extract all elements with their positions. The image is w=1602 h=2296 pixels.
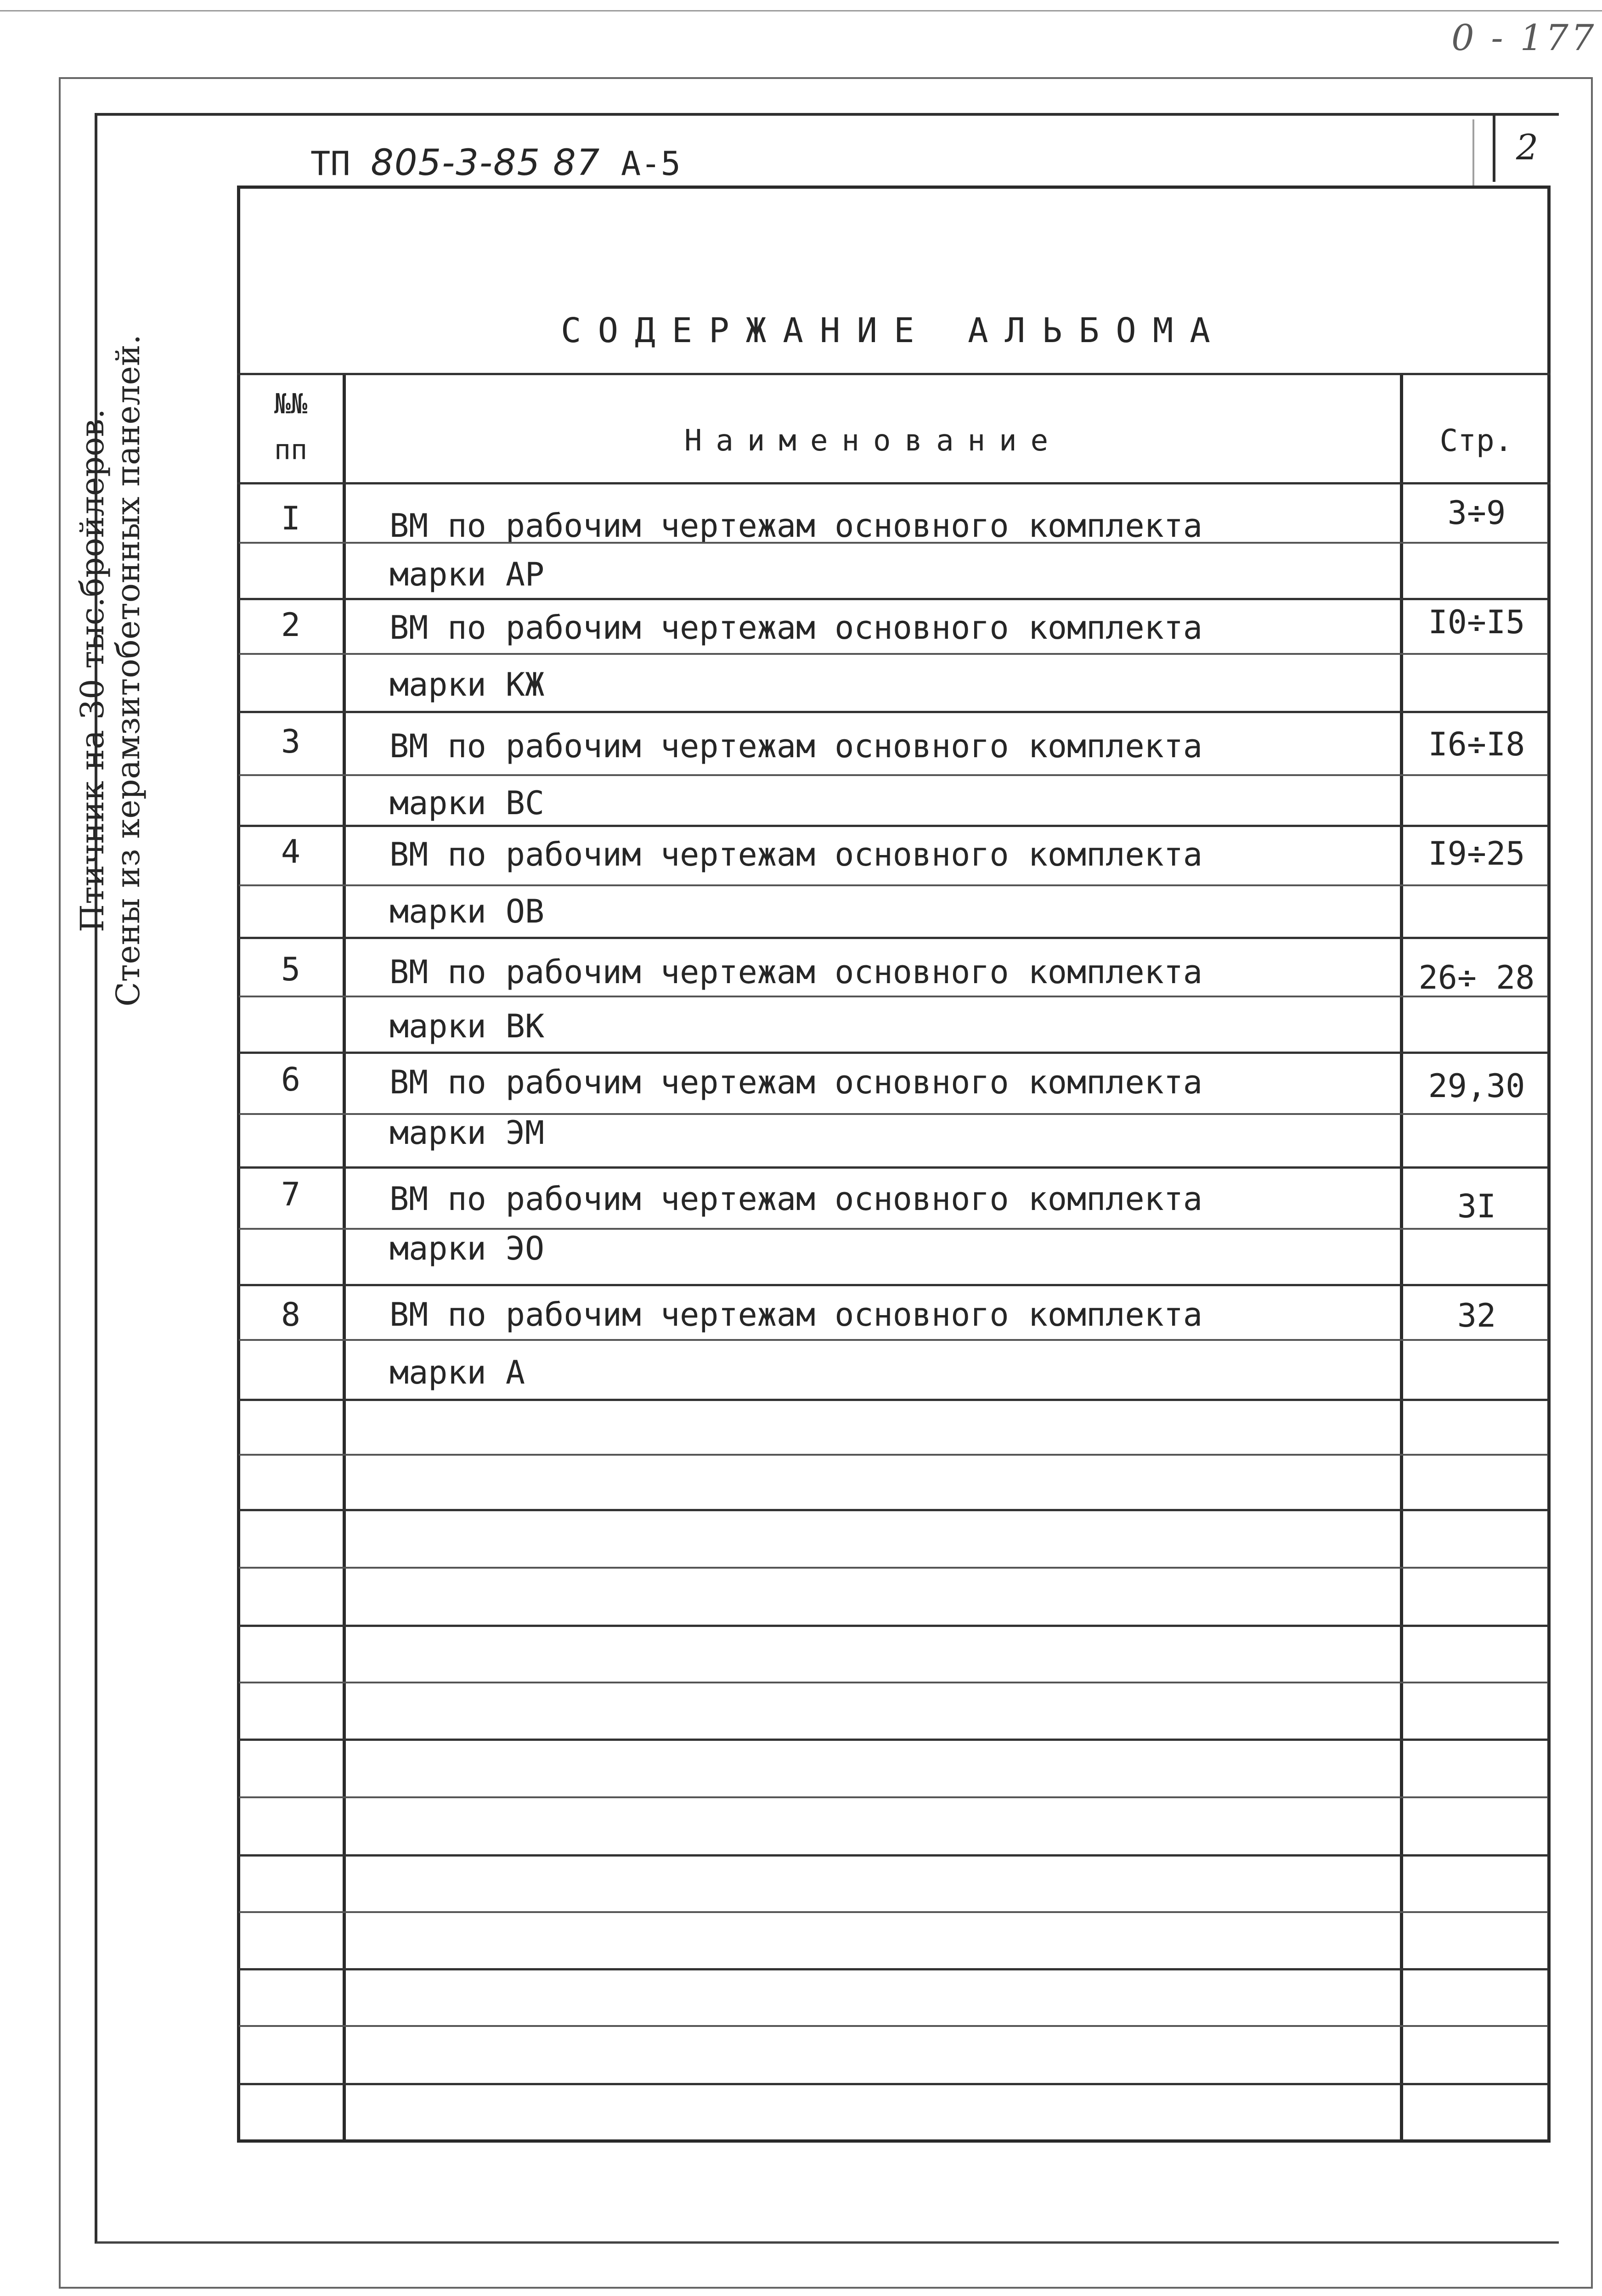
row-3-pages: I6÷I8 [1428,726,1525,763]
table-rule [239,1854,1548,1857]
row-4-mark: марки ОВ [389,893,545,930]
document-code [310,138,681,188]
row-8-number: 8 [281,1296,301,1334]
column-header-number [239,381,343,482]
table-rule [239,1284,1548,1286]
table-rule [239,1509,1548,1511]
row-6-mark: марки ЭМ [389,1114,545,1152]
row-6-number: 6 [281,1061,301,1098]
code-suffix: А-5 [620,144,681,183]
row-1-mark: марки АР [389,556,545,593]
row-2-title: ВМ по рабочим чертежам основного комплекта [389,609,1203,647]
row-3-number: 3 [281,723,301,760]
table-rule [239,1399,1548,1401]
row-5-pages: 26÷ 28 [1418,959,1535,996]
contents-table [237,186,1551,2143]
table-rule [239,1796,1548,1798]
row-4-title: ВМ по рабочим чертежам основного комплекта [389,836,1203,873]
row-1-number: I [281,500,301,537]
row-1-title: ВМ по рабочим чертежам основного комплекта [389,507,1203,545]
row-2-mark: марки КЖ [389,666,545,703]
row-6-pages: 29,30 [1428,1067,1525,1105]
table-rule [239,1682,1548,1683]
row-4-number: 4 [281,833,301,871]
page-number: 2 [1493,113,1559,182]
table-rule [239,1113,1548,1115]
row-5-number: 5 [281,951,301,988]
header-separator [1472,119,1474,187]
row-4-pages: I9÷25 [1428,835,1525,872]
side-caption-line-2: Стены из керамзитобетонных панелей. [109,334,147,1007]
table-rule [239,1911,1548,1913]
row-7-pages: 3I [1457,1187,1496,1225]
table-rule [239,598,1548,600]
table-rule [239,774,1548,776]
row-5-title: ВМ по рабочим чертежам основного комплекта [389,953,1203,991]
row-1-pages: 3÷9 [1447,494,1506,532]
column-header-page: Стр. [1439,423,1513,458]
table-rule [239,1052,1548,1054]
column-header-name: Наименование [684,424,1062,458]
code-number: 805-3-85 87 [371,142,601,184]
table-rule [239,1567,1548,1569]
row-3-mark: марки ВС [389,784,545,822]
row-8-pages: 32 [1457,1297,1496,1334]
row-7-title: ВМ по рабочим чертежам основного комплекта [389,1180,1203,1218]
row-8-mark: марки А [389,1354,525,1391]
album-title: СОДЕРЖАНИЕ АЛЬБОМА [561,311,1227,350]
sheet-number: 0 - 177 [1451,17,1597,59]
table-rule [239,653,1548,655]
header-bottom-line [237,482,1551,484]
row-2-number: 2 [281,606,301,644]
side-caption-line-1: Птичник на 30 тыс.бройлеров. [73,408,111,933]
page-top-edge [0,10,1602,11]
table-rule [239,996,1548,997]
table-rule [239,1228,1548,1230]
row-7-mark: марки ЭО [389,1230,545,1267]
column-divider-page [1400,374,1403,2143]
column-header-number-line-2: пп [274,434,308,466]
table-rule [239,1166,1548,1169]
table-rule [239,1968,1548,1970]
table-rule [239,1454,1548,1456]
table-rule [239,825,1548,827]
row-5-mark: марки ВК [389,1007,545,1045]
row-3-title: ВМ по рабочим чертежам основного комплекта [389,727,1203,765]
column-header-number-line-1: №№ [274,388,308,420]
table-rule [239,1625,1548,1627]
table-rule [239,1339,1548,1341]
row-7-number: 7 [281,1176,301,1213]
row-2-pages: I0÷I5 [1428,603,1525,641]
table-rule [239,542,1548,544]
table-rule [239,2025,1548,2027]
column-divider-number [343,374,346,2143]
table-rule [239,937,1548,939]
table-rule [239,884,1548,886]
code-prefix: ТП [310,144,350,183]
title-separator-line [237,373,1551,375]
table-rule [239,2083,1548,2085]
table-rule [239,711,1548,713]
table-rule [239,1739,1548,1741]
row-8-title: ВМ по рабочим чертежам основного комплекта [389,1296,1203,1334]
row-6-title: ВМ по рабочим чертежам основного комплекта [389,1064,1203,1101]
